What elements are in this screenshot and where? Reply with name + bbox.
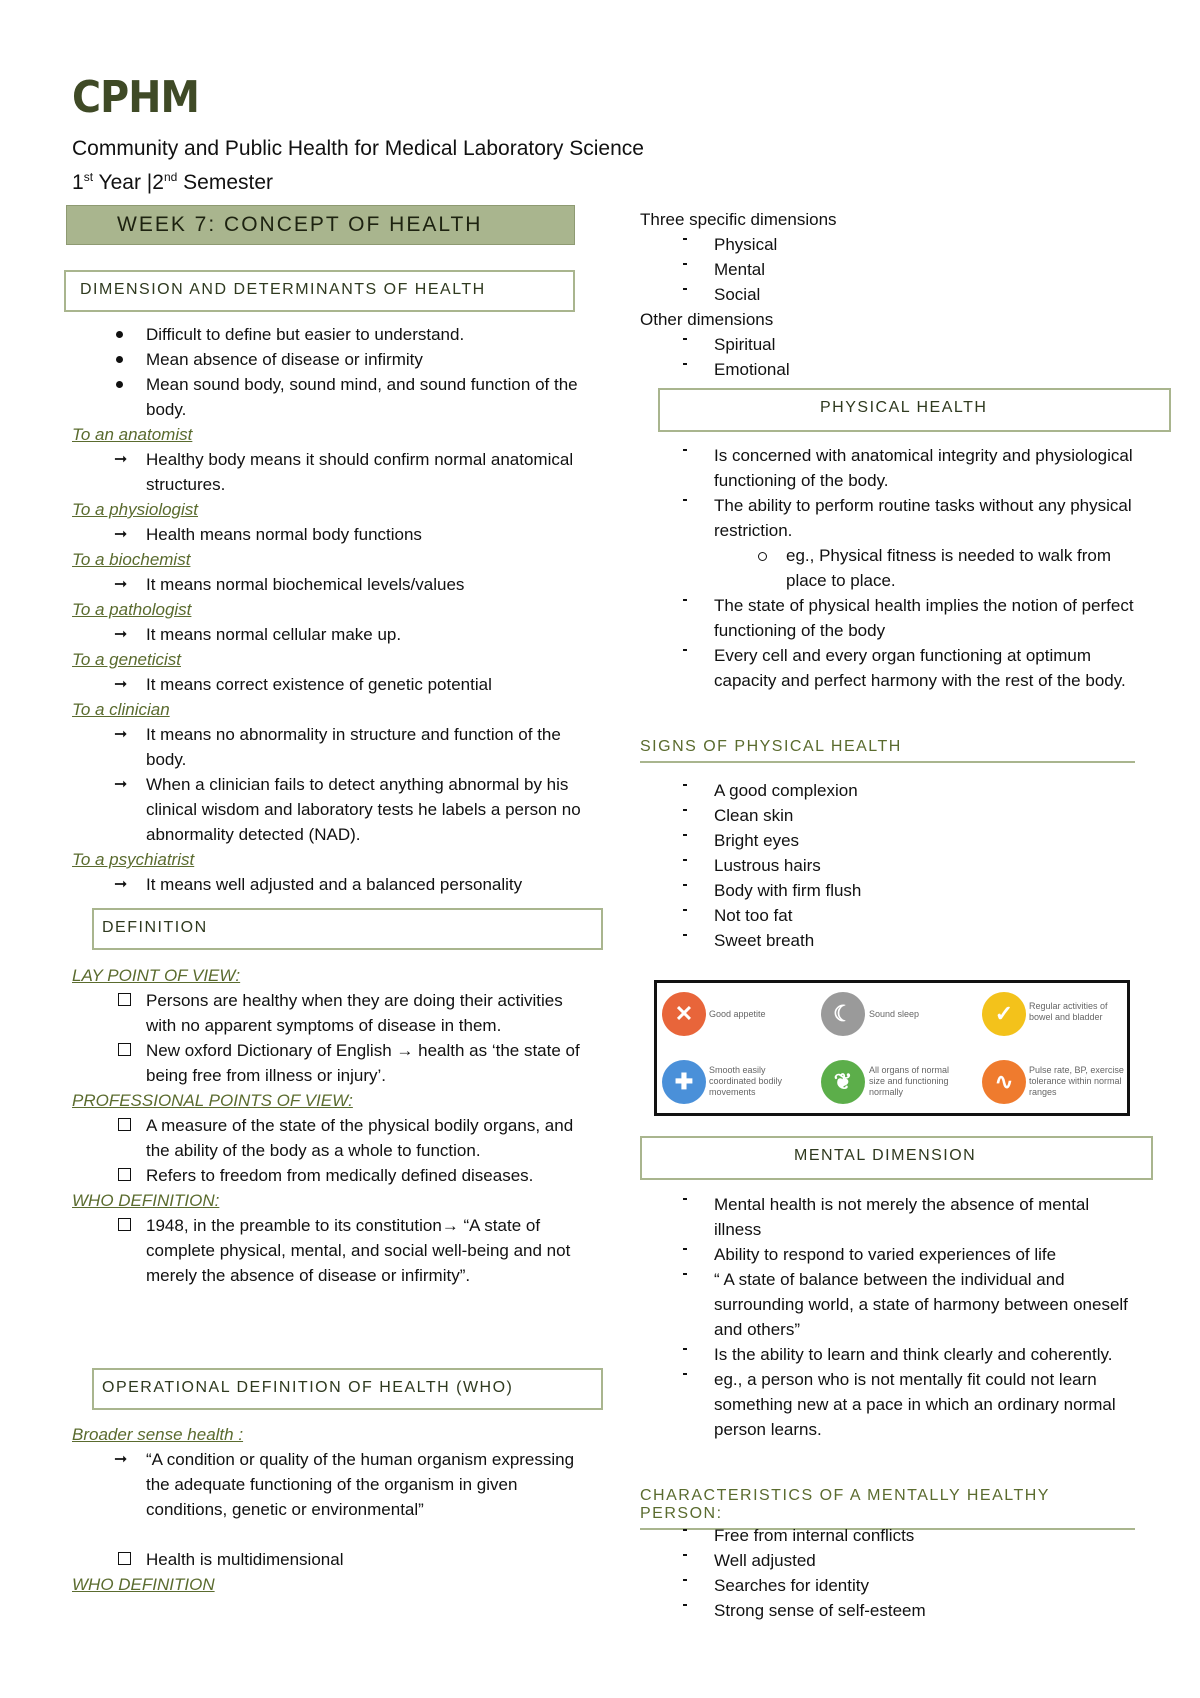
lay-point-label: LAY POINT OF VIEW: xyxy=(72,966,241,985)
icon-label: Sound sleep xyxy=(869,1009,920,1019)
list-item: Mental xyxy=(714,260,766,279)
list-item: Is concerned with anatomical integrity and physiological functioning of the body. xyxy=(714,446,1133,490)
list-item: Persons are healthy when they are doing their activities with no apparent symptoms of disease in them. xyxy=(146,991,563,1035)
view-psychiatrist: To a psychiatrist xyxy=(72,850,195,869)
list-item: Health is multidimensional xyxy=(146,1550,344,1569)
separator: | xyxy=(146,171,153,194)
list-item: ➞ It means correct existence of genetic potential xyxy=(114,675,492,694)
list-item: Social xyxy=(714,285,761,304)
list-item: Difficult to define but easier to understand. xyxy=(146,325,465,344)
sem-sup: nd xyxy=(163,170,178,184)
sleep-icon: ☾ xyxy=(821,992,865,1036)
bowel-icon: ✓ xyxy=(982,992,1026,1036)
mental-section xyxy=(640,1192,1140,1442)
operational-definition-heading: OPERATIONAL DEFINITION OF HEALTH (WHO) xyxy=(92,1368,603,1410)
list-item: Spiritual xyxy=(714,335,776,354)
icon-label: Pulse rate, BP, exercise tolerance within normal ranges xyxy=(1029,1065,1124,1097)
list-item: Sweet breath xyxy=(714,931,815,950)
list-item: Not too fat xyxy=(714,906,793,925)
movement-icon: ✚ xyxy=(662,1060,706,1104)
list-item: ➞ It means normal biochemical levels/values xyxy=(114,575,465,594)
list-item: Is the ability to learn and think clearly and coherently. xyxy=(714,1345,1113,1364)
list-item: Body with firm flush xyxy=(714,881,862,900)
list-item: ➞ It means well adjusted and a balanced personality xyxy=(114,875,523,894)
characteristics-heading: CHARACTERISTICS OF A MENTALLY HEALTHY PERSON: xyxy=(640,1487,1135,1530)
logo: CPHM xyxy=(72,72,200,123)
list-item: ➞ When a clinician fails to detect anything abnormal by his clinical wisdom and laboratory tests he labels a person no abnormality detected (NAD). xyxy=(114,775,581,844)
definition-section xyxy=(72,963,592,1288)
list-item: The ability to perform routine tasks without any physical restriction. xyxy=(714,496,1132,540)
physical-health-section xyxy=(640,443,1140,693)
view-physiologist: To a physiologist xyxy=(72,500,199,519)
broader-sense-label: Broader sense health : xyxy=(72,1425,244,1444)
year-sup: st xyxy=(83,170,94,184)
list-item: Free from internal conflicts xyxy=(714,1526,915,1545)
organs-icon: ❦ xyxy=(821,1060,865,1104)
signs-icon-grid xyxy=(654,980,1130,1116)
year-num: 1 xyxy=(72,171,84,194)
list-item: New oxford Dictionary of English → health as ‘the state of being free from illness or injury’. xyxy=(146,1041,580,1085)
list-item: Clean skin xyxy=(714,806,794,825)
professional-point-label: PROFESSIONAL POINTS OF VIEW: xyxy=(72,1091,353,1110)
list-item: 1948, in the preamble to its constitution→ “A state of complete physical, mental, and social well-being and not merely the absence of disease or infirmity”. xyxy=(146,1216,571,1285)
left-column xyxy=(72,322,592,897)
view-anatomist: To an anatomist xyxy=(72,425,193,444)
list-item: Searches for identity xyxy=(714,1576,869,1595)
signs-section xyxy=(640,778,1140,953)
pulse-icon: ∿ xyxy=(982,1060,1026,1104)
list-item: Every cell and every organ functioning at optimum capacity and perfect harmony with the rest of the body. xyxy=(714,646,1126,690)
list-item: A good complexion xyxy=(714,781,858,800)
dimensions-section xyxy=(640,207,1140,382)
list-item: ➞ “A condition or quality of the human organism expressing the adequate functioning of the organism in given conditions, genetic or environmental” xyxy=(114,1450,575,1519)
list-item: ➞ It means no abnormality in structure and function of the body. xyxy=(114,725,561,769)
other-dimensions-label: Other dimensions xyxy=(640,310,774,329)
sem-num: 2 xyxy=(152,171,164,194)
dimension-heading: DIMENSION AND DETERMINANTS OF HEALTH xyxy=(64,270,575,312)
list-item: Lustrous hairs xyxy=(714,856,821,875)
dimension-points xyxy=(72,322,592,422)
list-item: ➞ It means normal cellular make up. xyxy=(114,625,402,644)
three-dimensions-label: Three specific dimensions xyxy=(640,210,837,229)
characteristics-section xyxy=(640,1523,1140,1623)
course-title: Community and Public Health for Medical Laboratory Science xyxy=(72,137,644,160)
year-label: Year xyxy=(98,171,141,194)
week-title: WEEK 7: CONCEPT OF HEALTH xyxy=(66,205,575,245)
icon-label: All organs of normal size and functioning normally xyxy=(869,1065,950,1097)
physical-health-heading: PHYSICAL HEALTH xyxy=(658,388,1171,432)
sem-label: Semester xyxy=(183,171,274,194)
list-item: Strong sense of self-esteem xyxy=(714,1601,926,1620)
list-item: ➞ Health means normal body functions xyxy=(114,525,422,544)
view-clinician: To a clinician xyxy=(72,700,170,719)
mental-dimension-heading: MENTAL DIMENSION xyxy=(640,1136,1153,1180)
who-definition-label: WHO DEFINITION: xyxy=(72,1191,220,1210)
icon-label: Good appetite xyxy=(709,1009,766,1019)
list-item: A measure of the state of the physical bodily organs, and the ability of the body as a whole to function. xyxy=(146,1116,574,1160)
subtitle xyxy=(72,134,644,197)
list-item: The state of physical health implies the notion of perfect functioning of the body xyxy=(714,596,1134,640)
list-item: eg., Physical fitness is needed to walk from place to place. xyxy=(786,546,1112,590)
list-item: Ability to respond to varied experiences of life xyxy=(714,1245,1057,1264)
view-pathologist: To a pathologist xyxy=(72,600,192,619)
operational-section xyxy=(72,1422,592,1597)
list-item: Mean absence of disease or infirmity xyxy=(146,350,423,369)
who-definition-label-2: WHO DEFINITION xyxy=(72,1575,215,1594)
definition-heading: DEFINITION xyxy=(92,908,603,950)
signs-heading: SIGNS OF PHYSICAL HEALTH xyxy=(640,738,1135,763)
year-semester xyxy=(72,163,644,197)
view-geneticist: To a geneticist xyxy=(72,650,181,669)
list-item: Mean sound body, sound mind, and sound function of the body. xyxy=(146,375,578,419)
icon-label: Smooth easily coordinated bodily movements xyxy=(709,1065,783,1097)
list-item: Emotional xyxy=(714,360,790,379)
list-item: Physical xyxy=(714,235,778,254)
list-item: Mental health is not merely the absence of mental illness xyxy=(714,1195,1090,1239)
appetite-icon: ✕ xyxy=(662,992,706,1036)
list-item: Bright eyes xyxy=(714,831,800,850)
view-biochemist: To a biochemist xyxy=(72,550,191,569)
list-item: ➞ Healthy body means it should confirm normal anatomical structures. xyxy=(114,450,574,494)
list-item: “ A state of balance between the individual and surrounding world, a state of harmony between oneself and others” xyxy=(714,1270,1128,1339)
list-item: eg., a person who is not mentally fit could not learn something new at a pace in which an ordinary normal person learns. xyxy=(714,1370,1116,1439)
list-item: Well adjusted xyxy=(714,1551,816,1570)
icon-label: Regular activities of bowel and bladder xyxy=(1029,1001,1108,1022)
list-item: Refers to freedom from medically defined diseases. xyxy=(146,1166,534,1185)
